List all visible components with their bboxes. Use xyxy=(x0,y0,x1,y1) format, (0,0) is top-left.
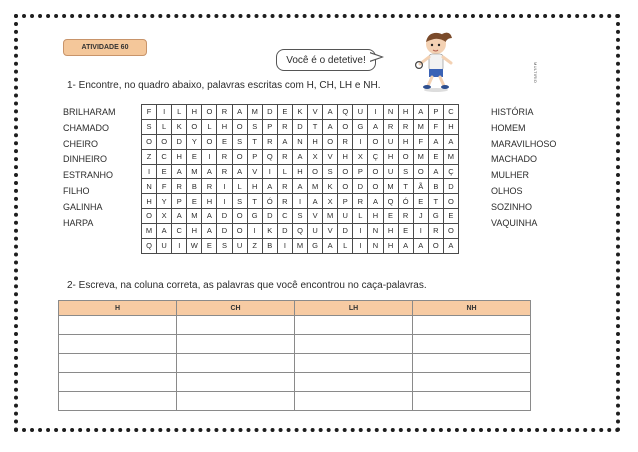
grid-cell: R xyxy=(277,179,292,194)
word-list-item: GALINHA xyxy=(63,201,103,212)
grid-cell: A xyxy=(232,164,247,179)
grid-cell: R xyxy=(383,119,398,134)
grid-cell: S xyxy=(323,164,338,179)
word-list-item: VAQUINHA xyxy=(491,217,538,228)
grid-cell: H xyxy=(398,105,413,120)
grid-cell: D xyxy=(277,224,292,239)
grid-cell: G xyxy=(353,119,368,134)
grid-cell: D xyxy=(443,179,458,194)
grid-cell: O xyxy=(338,179,353,194)
answer-cell-h[interactable] xyxy=(59,392,177,411)
grid-cell: U xyxy=(383,164,398,179)
grid-cell: P xyxy=(262,119,277,134)
grid-cell: T xyxy=(428,194,443,209)
answer-row xyxy=(59,316,531,335)
grid-cell: Q xyxy=(262,149,277,164)
grid-cell: O xyxy=(202,105,217,120)
grid-cell: V xyxy=(308,209,323,224)
grid-cell: O xyxy=(232,119,247,134)
grid-cell: I xyxy=(157,105,172,120)
answer-table xyxy=(58,300,531,411)
answer-cell-ch[interactable] xyxy=(177,354,295,373)
grid-cell: O xyxy=(157,134,172,149)
grid-cell: O xyxy=(443,194,458,209)
word-list-item: CHAMADO xyxy=(63,122,110,133)
word-list-right xyxy=(491,105,556,231)
grid-cell: Q xyxy=(383,194,398,209)
grid-cell: H xyxy=(292,164,307,179)
grid-cell: H xyxy=(217,119,232,134)
grid-cell: I xyxy=(262,164,277,179)
grid-cell: S xyxy=(232,194,247,209)
grid-cell: I xyxy=(368,105,383,120)
grid-cell: E xyxy=(187,149,202,164)
grid-cell: H xyxy=(443,119,458,134)
grid-cell: I xyxy=(413,224,428,239)
grid-cell: Q xyxy=(142,239,157,254)
grid-row xyxy=(142,149,459,164)
answer-cell-h[interactable] xyxy=(59,316,177,335)
grid-cell: O xyxy=(232,224,247,239)
answer-cell-lh[interactable] xyxy=(295,335,413,354)
grid-cell: R xyxy=(353,194,368,209)
grid-cell: A xyxy=(323,239,338,254)
grid-cell: E xyxy=(277,105,292,120)
grid-cell: R xyxy=(172,179,187,194)
grid-cell: P xyxy=(338,194,353,209)
answer-cell-ch[interactable] xyxy=(177,392,295,411)
grid-cell: H xyxy=(368,209,383,224)
word-list-item: FILHO xyxy=(63,185,90,196)
grid-cell: E xyxy=(157,164,172,179)
grid-cell: O xyxy=(338,164,353,179)
grid-cell: H xyxy=(202,194,217,209)
grid-cell: S xyxy=(232,134,247,149)
grid-cell: M xyxy=(187,164,202,179)
grid-cell: R xyxy=(262,134,277,149)
grid-cell: I xyxy=(172,239,187,254)
answer-cell-nh[interactable] xyxy=(413,392,531,411)
grid-cell: U xyxy=(383,134,398,149)
word-list-item: DINHEIRO xyxy=(63,154,108,165)
grid-cell: U xyxy=(232,239,247,254)
grid-cell: R xyxy=(338,134,353,149)
grid-cell: A xyxy=(428,164,443,179)
grid-cell: O xyxy=(338,119,353,134)
grid-cell: S xyxy=(217,239,232,254)
grid-cell: L xyxy=(338,239,353,254)
answer-cell-ch[interactable] xyxy=(177,373,295,392)
grid-cell: N xyxy=(292,134,307,149)
grid-cell: Q xyxy=(338,105,353,120)
illustration-credit: MULTIRIO xyxy=(533,62,538,84)
grid-cell: U xyxy=(353,105,368,120)
grid-cell: R xyxy=(428,224,443,239)
grid-cell: A xyxy=(157,224,172,239)
answer-row xyxy=(59,335,531,354)
grid-cell: P xyxy=(353,164,368,179)
grid-cell: V xyxy=(247,164,262,179)
grid-row xyxy=(142,179,459,194)
speech-bubble: Você é o detetive! xyxy=(276,49,376,71)
grid-cell: H xyxy=(172,149,187,164)
answer-cell-lh[interactable] xyxy=(295,354,413,373)
column-header-h: H xyxy=(59,301,177,316)
column-header-lh: LH xyxy=(295,301,413,316)
grid-cell: Z xyxy=(142,149,157,164)
grid-cell: A xyxy=(443,239,458,254)
grid-row xyxy=(142,105,459,120)
grid-cell: Ó xyxy=(398,194,413,209)
grid-cell: O xyxy=(368,164,383,179)
answer-cell-nh[interactable] xyxy=(413,373,531,392)
grid-cell: L xyxy=(277,164,292,179)
grid-cell: F xyxy=(157,179,172,194)
grid-cell: A xyxy=(172,209,187,224)
grid-cell: S xyxy=(142,119,157,134)
grid-cell: I xyxy=(353,134,368,149)
grid-cell: V xyxy=(323,149,338,164)
grid-cell: V xyxy=(308,105,323,120)
grid-cell: A xyxy=(292,179,307,194)
grid-cell: X xyxy=(323,194,338,209)
column-header-ch: CH xyxy=(177,301,295,316)
answer-cell-lh[interactable] xyxy=(295,316,413,335)
grid-row xyxy=(142,239,459,254)
grid-cell: A xyxy=(323,119,338,134)
answer-cell-h[interactable] xyxy=(59,335,177,354)
grid-cell: D xyxy=(262,209,277,224)
detective-girl-illustration xyxy=(412,30,464,92)
grid-cell: S xyxy=(247,119,262,134)
grid-cell: F xyxy=(413,134,428,149)
grid-cell: M xyxy=(413,119,428,134)
grid-cell: A xyxy=(262,179,277,194)
grid-cell: D xyxy=(338,224,353,239)
grid-cell: E xyxy=(398,224,413,239)
grid-cell: A xyxy=(277,134,292,149)
grid-cell: O xyxy=(368,134,383,149)
grid-cell: M xyxy=(443,149,458,164)
grid-cell: O xyxy=(323,134,338,149)
grid-cell: L xyxy=(353,209,368,224)
grid-cell: Ó xyxy=(262,194,277,209)
grid-cell: M xyxy=(292,239,307,254)
grid-cell: T xyxy=(308,119,323,134)
grid-cell: E xyxy=(383,209,398,224)
grid-cell: R xyxy=(398,119,413,134)
grid-cell: C xyxy=(443,105,458,120)
grid-cell: A xyxy=(202,224,217,239)
grid-cell: I xyxy=(202,149,217,164)
word-search-grid xyxy=(141,104,459,254)
grid-cell: I xyxy=(292,194,307,209)
grid-cell: H xyxy=(308,134,323,149)
grid-cell: T xyxy=(247,194,262,209)
grid-cell: A xyxy=(368,194,383,209)
grid-cell: R xyxy=(217,105,232,120)
grid-cell: L xyxy=(232,179,247,194)
grid-cell: O xyxy=(428,239,443,254)
grid-cell: L xyxy=(157,119,172,134)
word-list-item: MULHER xyxy=(491,170,530,181)
grid-cell: F xyxy=(142,105,157,120)
grid-cell: I xyxy=(142,164,157,179)
grid-cell: B xyxy=(262,239,277,254)
grid-cell: R xyxy=(277,149,292,164)
grid-cell: H xyxy=(247,179,262,194)
grid-cell: M xyxy=(383,179,398,194)
answer-cell-ch[interactable] xyxy=(177,335,295,354)
grid-row xyxy=(142,164,459,179)
word-list-item: BRILHARAM xyxy=(63,107,116,117)
grid-cell: M xyxy=(187,209,202,224)
question-1: 1- Encontre, no quadro abaixo, palavras escritas com H, CH, LH e NH. xyxy=(67,80,381,91)
answer-cell-nh[interactable] xyxy=(413,316,531,335)
answer-cell-lh[interactable] xyxy=(295,392,413,411)
grid-cell: I xyxy=(353,239,368,254)
speech-bubble-tail-inner xyxy=(369,53,381,61)
grid-cell: A xyxy=(172,164,187,179)
grid-cell: B xyxy=(187,179,202,194)
activity-badge: ATIVIDADE 60 xyxy=(63,39,147,56)
grid-cell: E xyxy=(187,194,202,209)
grid-cell: A xyxy=(413,239,428,254)
grid-cell: O xyxy=(142,209,157,224)
grid-cell: O xyxy=(368,179,383,194)
answer-cell-h[interactable] xyxy=(59,354,177,373)
grid-row xyxy=(142,224,459,239)
grid-cell: C xyxy=(277,209,292,224)
answer-cell-nh[interactable] xyxy=(413,335,531,354)
grid-cell: M xyxy=(308,179,323,194)
grid-cell: M xyxy=(323,209,338,224)
answer-cell-lh[interactable] xyxy=(295,373,413,392)
grid-cell: K xyxy=(172,119,187,134)
grid-cell: R xyxy=(217,164,232,179)
grid-cell: J xyxy=(413,209,428,224)
grid-cell: I xyxy=(217,194,232,209)
grid-cell: D xyxy=(292,119,307,134)
grid-cell: E xyxy=(217,134,232,149)
grid-cell: G xyxy=(308,239,323,254)
grid-cell: H xyxy=(383,239,398,254)
grid-cell: H xyxy=(187,105,202,120)
grid-cell: I xyxy=(247,224,262,239)
grid-cell: N xyxy=(368,224,383,239)
word-list-item: ESTRANHO xyxy=(63,170,114,181)
grid-cell: D xyxy=(262,105,277,120)
grid-cell: Y xyxy=(157,194,172,209)
grid-cell: L xyxy=(172,105,187,120)
grid-cell: R xyxy=(217,149,232,164)
grid-cell: D xyxy=(353,179,368,194)
grid-cell: N xyxy=(368,239,383,254)
grid-cell: S xyxy=(398,164,413,179)
grid-cell: G xyxy=(428,209,443,224)
grid-cell: R xyxy=(277,119,292,134)
grid-cell: A xyxy=(368,119,383,134)
word-list-item: MACHADO xyxy=(491,154,538,165)
grid-cell: C xyxy=(157,149,172,164)
grid-cell: O xyxy=(413,164,428,179)
grid-cell: E xyxy=(443,209,458,224)
grid-cell: U xyxy=(308,224,323,239)
grid-cell: O xyxy=(232,209,247,224)
grid-cell: L xyxy=(202,119,217,134)
answer-cell-h[interactable] xyxy=(59,373,177,392)
grid-cell: N xyxy=(383,105,398,120)
grid-cell: F xyxy=(428,119,443,134)
grid-cell: A xyxy=(308,194,323,209)
grid-cell: I xyxy=(217,179,232,194)
grid-cell: H xyxy=(338,149,353,164)
grid-cell: U xyxy=(338,209,353,224)
grid-cell: O xyxy=(398,149,413,164)
grid-cell: I xyxy=(277,239,292,254)
grid-cell: I xyxy=(353,224,368,239)
grid-cell: H xyxy=(398,134,413,149)
grid-row xyxy=(142,209,459,224)
grid-row xyxy=(142,134,459,149)
grid-cell: O xyxy=(142,134,157,149)
grid-cell: K xyxy=(323,179,338,194)
grid-cell: Ã xyxy=(413,179,428,194)
grid-cell: M xyxy=(413,149,428,164)
grid-cell: V xyxy=(323,224,338,239)
grid-cell: D xyxy=(217,209,232,224)
grid-cell: O xyxy=(202,134,217,149)
grid-cell: K xyxy=(292,105,307,120)
grid-cell: E xyxy=(413,194,428,209)
grid-cell: O xyxy=(443,224,458,239)
grid-row xyxy=(142,119,459,134)
grid-cell: E xyxy=(428,149,443,164)
word-list-item: HARPA xyxy=(63,217,94,228)
grid-cell: K xyxy=(262,224,277,239)
grid-cell: S xyxy=(292,209,307,224)
grid-cell: U xyxy=(157,239,172,254)
grid-cell: P xyxy=(428,105,443,120)
grid-cell: Y xyxy=(187,134,202,149)
grid-cell: E xyxy=(202,239,217,254)
grid-cell: X xyxy=(157,209,172,224)
grid-cell: Z xyxy=(247,239,262,254)
grid-cell: A xyxy=(413,105,428,120)
grid-cell: P xyxy=(247,149,262,164)
answer-table-header-row xyxy=(59,301,531,316)
grid-cell: A xyxy=(428,134,443,149)
grid-cell: W xyxy=(187,239,202,254)
word-list-item: HOMEM xyxy=(491,122,526,133)
grid-cell: Ç xyxy=(368,149,383,164)
grid-cell: T xyxy=(247,134,262,149)
grid-cell: P xyxy=(172,194,187,209)
grid-cell: A xyxy=(323,105,338,120)
grid-cell: N xyxy=(142,179,157,194)
answer-cell-nh[interactable] xyxy=(413,354,531,373)
grid-cell: A xyxy=(398,239,413,254)
word-list-item: HISTÓRIA xyxy=(491,107,534,117)
column-header-nh: NH xyxy=(413,301,531,316)
answer-row xyxy=(59,354,531,373)
word-list-item: SOZINHO xyxy=(491,201,533,212)
word-list-item: OLHOS xyxy=(491,185,523,196)
grid-cell: A xyxy=(232,105,247,120)
grid-cell: A xyxy=(443,134,458,149)
question-2: 2- Escreva, na coluna correta, as palavras que você encontrou no caça-palavras. xyxy=(67,280,427,291)
grid-cell: A xyxy=(292,149,307,164)
grid-cell: X xyxy=(353,149,368,164)
grid-cell: O xyxy=(187,119,202,134)
grid-cell: M xyxy=(247,105,262,120)
grid-cell: Ç xyxy=(443,164,458,179)
grid-row xyxy=(142,194,459,209)
grid-cell: O xyxy=(232,149,247,164)
grid-cell: A xyxy=(202,164,217,179)
grid-cell: X xyxy=(308,149,323,164)
grid-cell: C xyxy=(172,224,187,239)
grid-cell: R xyxy=(398,209,413,224)
grid-cell: H xyxy=(383,224,398,239)
grid-cell: A xyxy=(202,209,217,224)
grid-cell: R xyxy=(202,179,217,194)
grid-cell: T xyxy=(398,179,413,194)
grid-cell: G xyxy=(247,209,262,224)
word-list-left xyxy=(63,105,116,231)
grid-cell: B xyxy=(428,179,443,194)
grid-cell: D xyxy=(172,134,187,149)
grid-cell: M xyxy=(142,224,157,239)
grid-cell: D xyxy=(217,224,232,239)
grid-cell: H xyxy=(383,149,398,164)
answer-cell-ch[interactable] xyxy=(177,316,295,335)
grid-cell: O xyxy=(308,164,323,179)
grid-cell: H xyxy=(187,224,202,239)
answer-row xyxy=(59,373,531,392)
grid-cell: Q xyxy=(292,224,307,239)
word-list-item: CHEIRO xyxy=(63,138,99,149)
grid-cell: H xyxy=(142,194,157,209)
word-list-item: MARAVILHOSO xyxy=(491,138,557,149)
answer-row xyxy=(59,392,531,411)
grid-cell: R xyxy=(277,194,292,209)
